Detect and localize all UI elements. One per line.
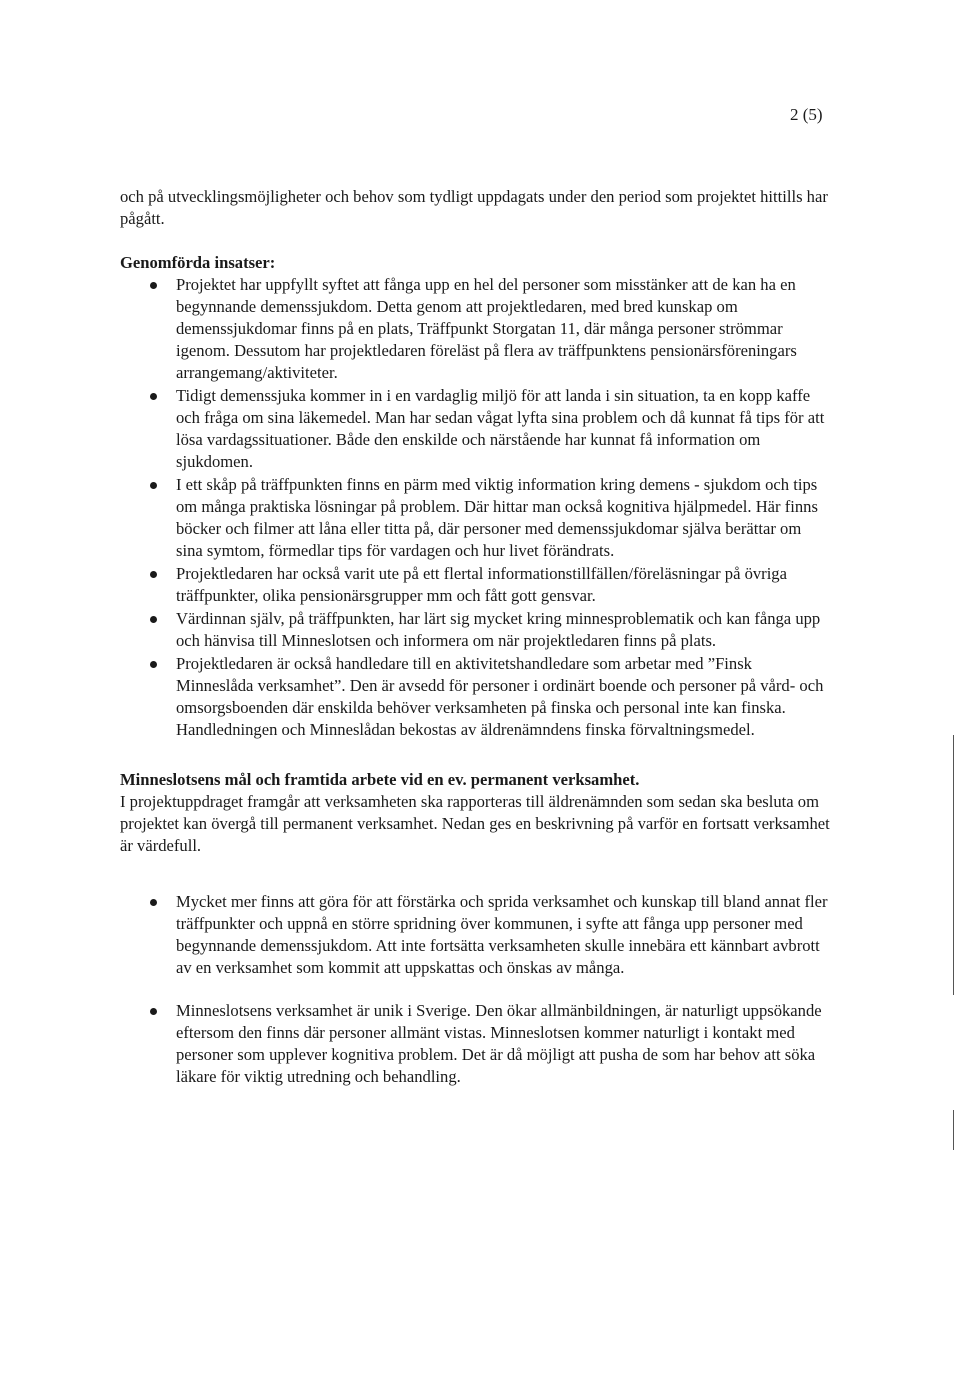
list-item [120, 608, 832, 652]
section-paragraph: I projektuppdraget framgår att verksamheten ska rapporteras till äldrenämnden som sedan ska besluta om projektet kan övergå till permanent verksamhet. Nedan ges en beskrivning på varför en fortsatt verksamhet är värdefull. [120, 792, 830, 855]
bullet-icon [150, 1008, 157, 1015]
bullet-icon [150, 482, 157, 489]
list-item-text: Projektledaren har också varit ute på ett flertal informationstillfällen/föreläsningar på övriga träffpunkter, olika pensionärsgrupper mm och fått gott gensvar. [176, 564, 787, 605]
bullet-icon [150, 661, 157, 668]
scan-edge-line [953, 735, 954, 995]
list-item [120, 1000, 832, 1088]
page-number: 2 (5) [790, 105, 823, 124]
bullet-icon [150, 616, 157, 623]
list-item-text: Mycket mer finns att göra för att förstärka och sprida verksamhet och kunskap till bland annat fler träffpunkter och uppnå en större spridning över kommunen, i syfte att fånga upp personer med begynnande demenssjukdom. Att inte fortsätta verksamheten skulle innebära ett kännbart avbrott av en verksamhet som kommit att uppskattas och önskas av många. [176, 892, 828, 977]
list-item [120, 385, 832, 473]
bullet-icon [150, 393, 157, 400]
list-item [120, 891, 832, 979]
bullet-icon [150, 571, 157, 578]
section-heading-framtida: Minneslotsens mål och framtida arbete vid en ev. permanent verksamhet. [120, 770, 640, 789]
list-item-text: Värdinnan själv, på träffpunkten, har lärt sig mycket kring minnesproblematik och kan fånga upp och hänvisa till Minneslotsen och informera om när projektledaren finns på plats. [176, 609, 821, 650]
list-item [120, 653, 832, 741]
insatser-list [120, 274, 832, 741]
bullet-icon [150, 282, 157, 289]
list-item-text: I ett skåp på träffpunkten finns en pärm med viktig information kring demens - sjukdom och tips om många praktiska lösningar på problem. Där hittar man också kognitiva hjälpmedel. Här finns böcker och filmer att låna eller titta på, där personer med demenssjukdomar själva berättar om sina symtom, förmedlar tips för vardagen och hur livet förändrats. [176, 475, 818, 560]
list-item [120, 563, 832, 607]
intro-paragraph: och på utvecklingsmöjligheter och behov som tydligt uppdagats under den period som projektet hittills har pågått. [120, 187, 828, 228]
framtida-list [120, 891, 832, 1088]
list-item [120, 274, 832, 384]
list-item [120, 474, 832, 562]
section-heading-insatser: Genomförda insatser: [120, 253, 276, 272]
scan-edge-line [953, 1110, 954, 1150]
list-item-text: Projektledaren är också handledare till en aktivitetshandledare som arbetar med ”Finsk Minneslåda verksamhet”. Den är avsedd för personer i ordinärt boende och personer på vård- och omsorgsboenden där enskilda behöver verksamheten på finska och personal inte kan finska. Handledningen och Minneslådan bekostas av äldrenämndens finska förvaltningsmedel. [176, 654, 824, 739]
list-item-text: Minneslotsens verksamhet är unik i Sverige. Den ökar allmänbildningen, är naturligt uppsökande eftersom den finns där personer allmänt vistas. Minneslotsen kommer naturligt i kontakt med personer som upplever kognitiva problem. Det är då möjligt att pusha de som har behov att söka läkare för viktig utredning och behandling. [176, 1001, 822, 1086]
bullet-icon [150, 899, 157, 906]
document-body [120, 186, 832, 1109]
list-item-text: Projektet har uppfyllt syftet att fånga upp en hel del personer som misstänker att de kan ha en begynnande demenssjukdom. Detta genom att projektledaren, med bred kunskap om demenssjukdomar finns på en plats, Träffpunkt Storgatan 11, där många personer strömmar igenom. Dessutom har projektledaren föreläst på flera av träffpunktens pensionärsföreningars arrangemang/aktiviteter. [176, 275, 797, 382]
list-item-text: Tidigt demenssjuka kommer in i en vardaglig miljö för att landa i sin situation, ta en kopp kaffe och fråga om sina läkemedel. Man har sedan vågat lyfta sina problem och då kunnat få tips för att lösa vardagssituationer. Både den enskilde och närstående har kunnat få information om sjukdomen. [176, 386, 825, 471]
section-framtida-arbete [120, 769, 832, 1088]
